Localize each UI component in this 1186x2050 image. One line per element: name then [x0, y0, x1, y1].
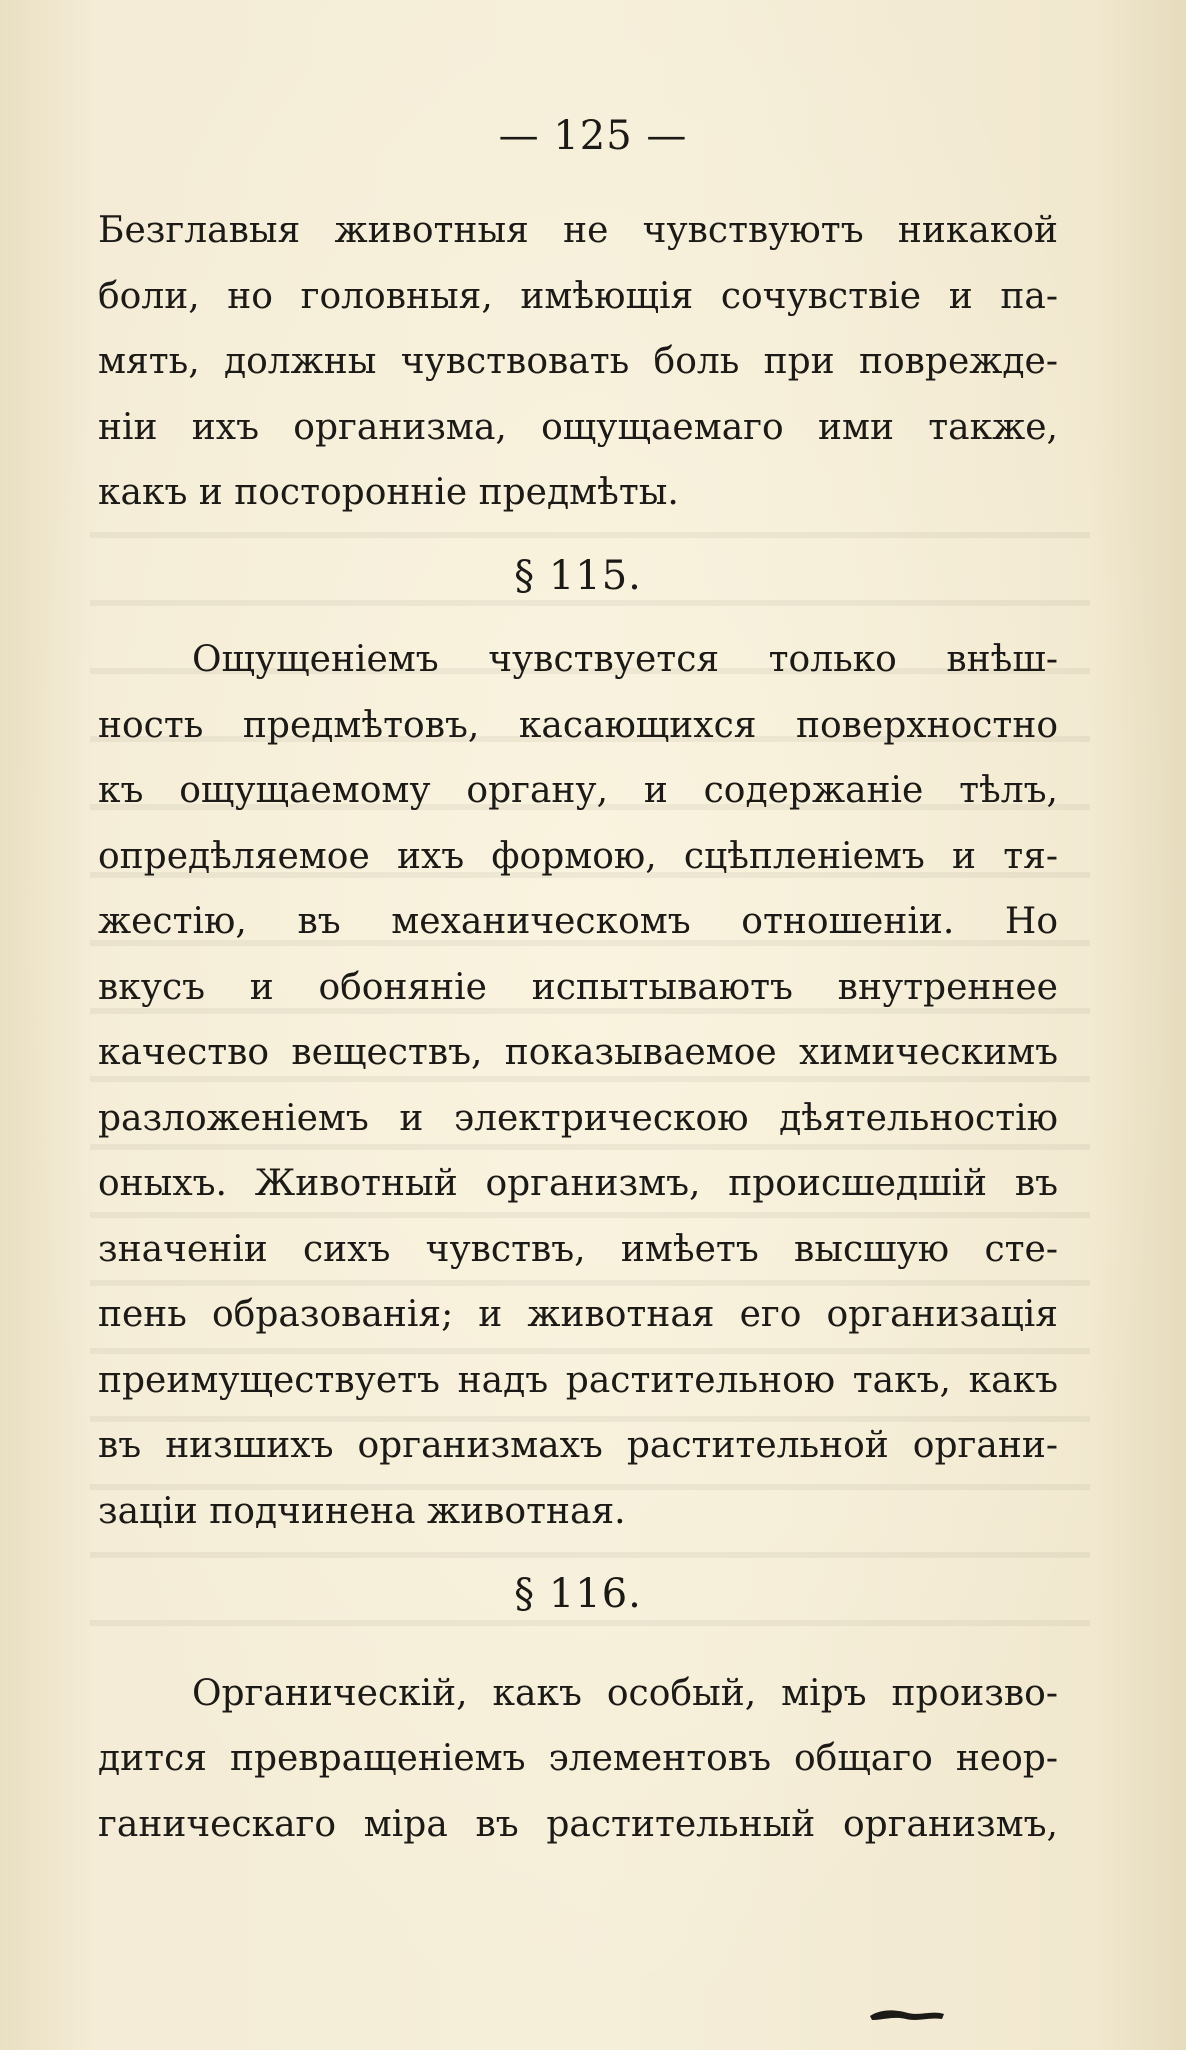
text-line: качество веществъ, показываемое химическимъ [98, 1032, 1058, 1073]
text-line: дится превращеніемъ элементовъ общаго неор- [98, 1738, 1058, 1779]
text-line: мять, должны чувствовать боль при поврежде- [98, 341, 1058, 382]
text-line: боли, но головныя, имѣющія сочувствіе и па- [98, 275, 1058, 317]
text-line: опредѣляемое ихъ формою, сцѣпленіемъ и тя- [98, 835, 1058, 877]
text-line: какъ и посторонніе предмѣты. [98, 472, 679, 513]
text-line: ганическаго міра въ растительный организмъ, [98, 1803, 1058, 1845]
text-line: вкусъ и обоняніе испытываютъ внутреннее [98, 966, 1058, 1008]
section-heading-116: § 116. [514, 1571, 642, 1617]
text-line: къ ощущаемому органу, и содержаніе тѣлъ, [98, 770, 1058, 811]
ink-smudge-mark [868, 2004, 946, 2024]
section-heading-115: § 115. [514, 552, 642, 599]
text-line: ность предмѣтовъ, касающихся поверхностно [98, 704, 1058, 746]
text-line: преимуществуетъ надъ растительною такъ, какъ [98, 1359, 1058, 1401]
text-line: Безглавыя животныя не чувствуютъ никакой [98, 210, 1058, 251]
text-line: пень образованія; и животная его организація [98, 1294, 1058, 1335]
text-line: Ощущеніемъ чувствуется только внѣш- [192, 639, 1058, 680]
text-line: значеніи сихъ чувствъ, имѣетъ высшую сте- [98, 1228, 1058, 1270]
page-number: — 125 — [498, 113, 688, 159]
text-line: ніи ихъ организма, ощущаемаго ими также, [98, 406, 1058, 448]
page-text [98, 198, 1058, 1857]
text-line: жестію, въ механическомъ отношеніи. Но [98, 901, 1058, 942]
text-line: въ низшихъ организмахъ растительной органи- [98, 1425, 1058, 1466]
text-line: разложеніемъ и электрическою дѣятельностію [98, 1097, 1058, 1139]
text-line: Органическій, какъ особый, міръ произво- [192, 1672, 1058, 1714]
text-line: заціи подчинена животная. [98, 1490, 626, 1532]
text-line: оныхъ. Животный организмъ, происшедшій въ [98, 1163, 1058, 1204]
